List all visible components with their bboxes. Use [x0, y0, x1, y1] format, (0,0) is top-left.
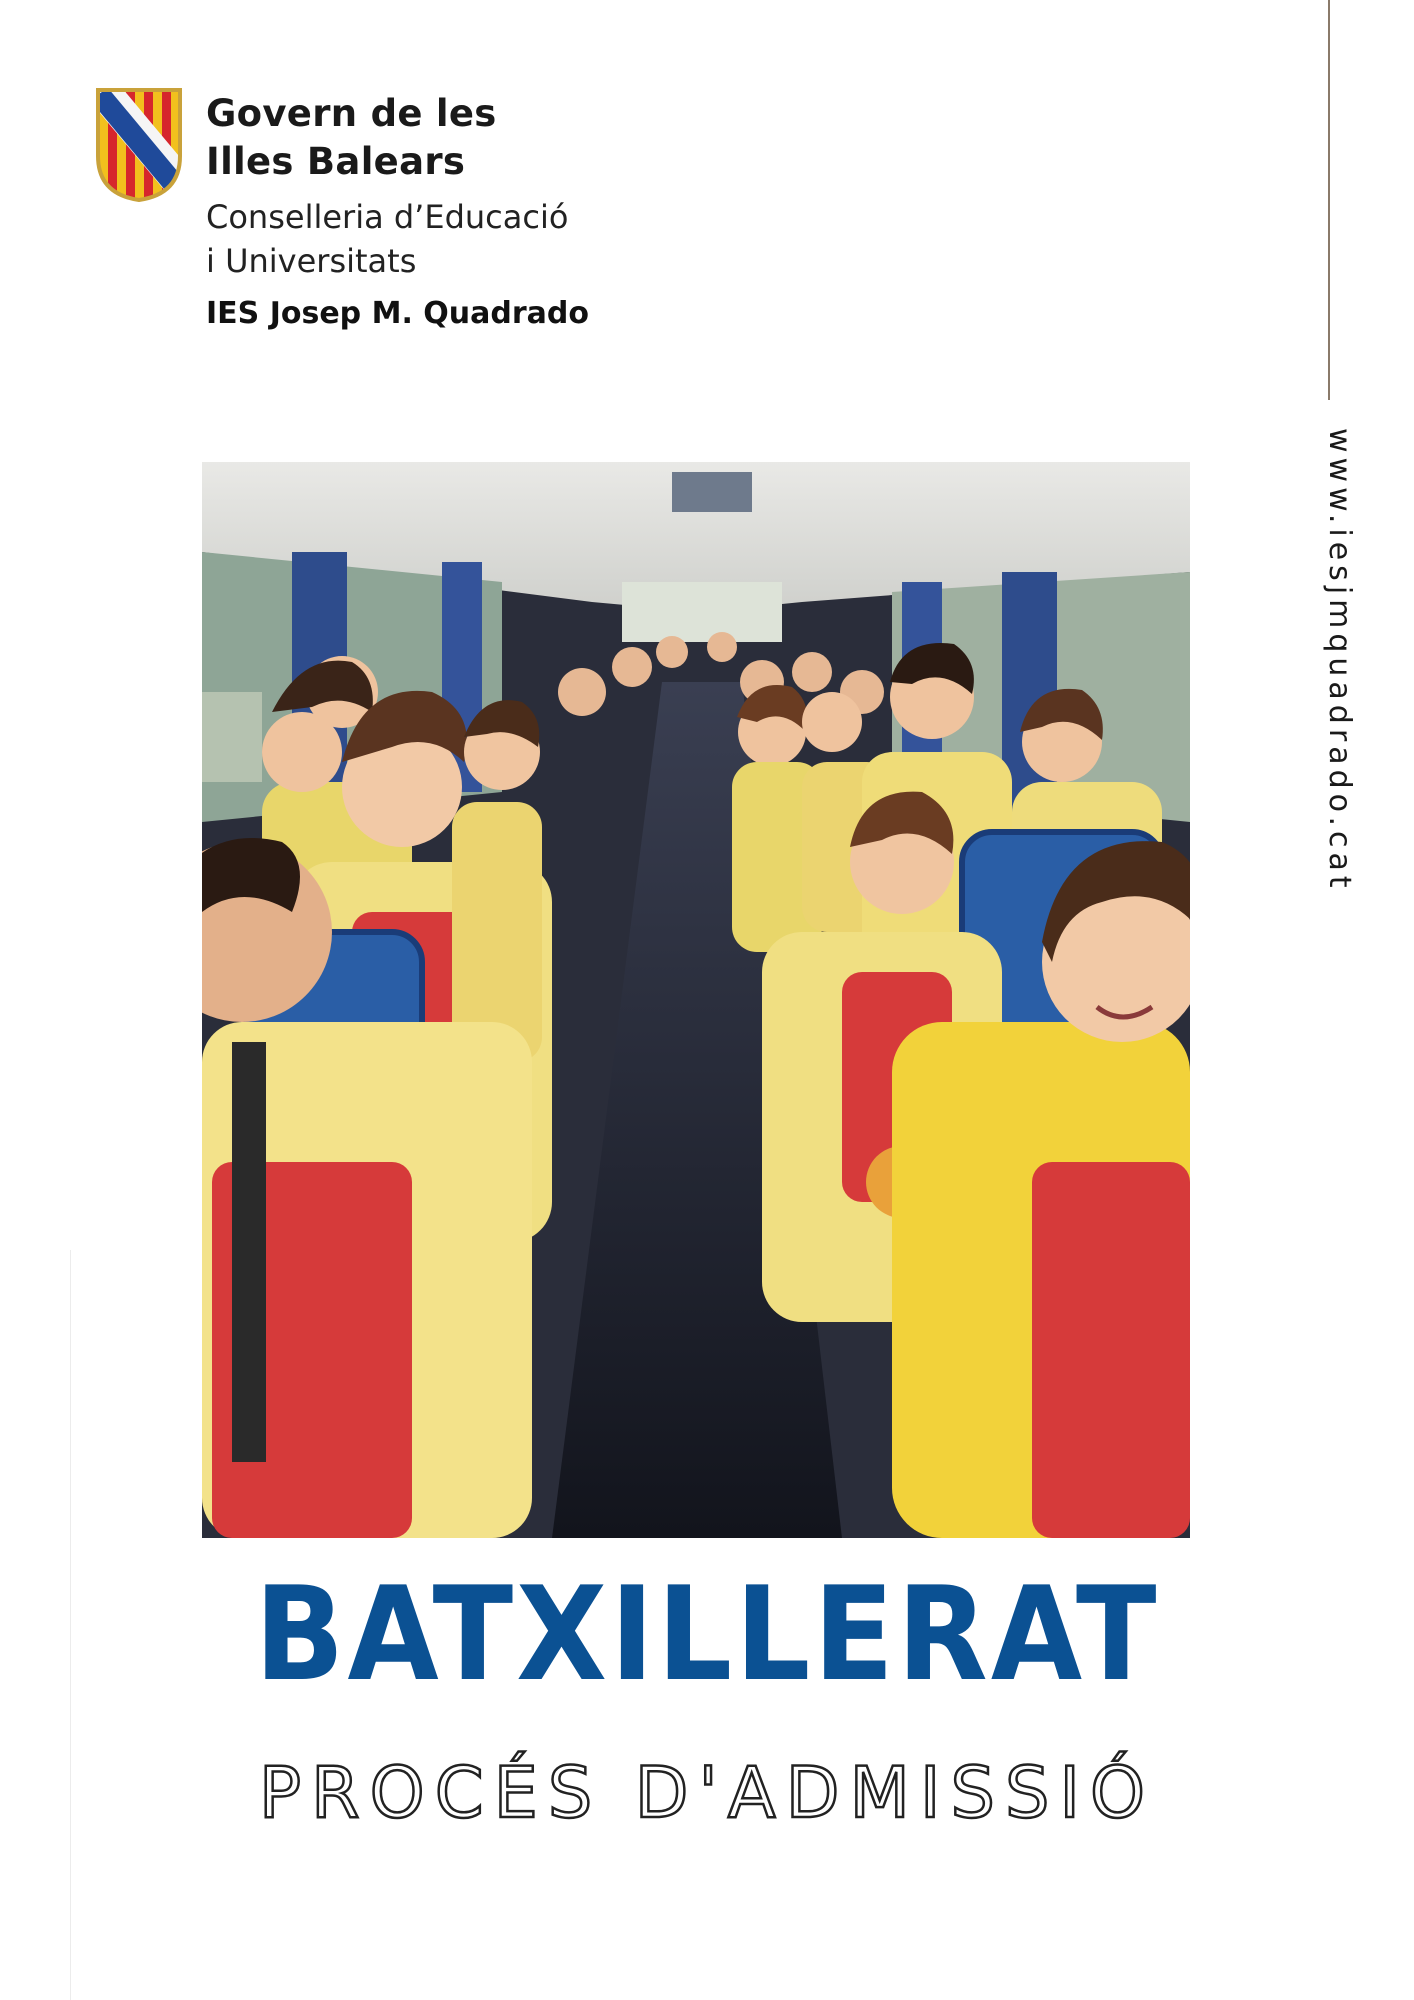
- website-url[interactable]: www.iesjmquadrado.cat: [1322, 428, 1357, 893]
- government-name-line1: Govern de les: [206, 92, 497, 135]
- page-title: BATXILLERAT: [254, 1558, 1160, 1710]
- government-name-line2: Illes Balears: [206, 140, 466, 183]
- balearic-shield-icon: [94, 86, 184, 204]
- school-name: IES Josep M. Quadrado: [206, 296, 589, 331]
- department-name-line1: Conselleria d’Educació: [206, 198, 569, 236]
- page-subtitle: PROCÉS D'ADMISSIÓ: [258, 1752, 1156, 1834]
- students-on-bus-photo: [202, 462, 1190, 1538]
- right-border-line: [1328, 0, 1330, 400]
- department-name-line2: i Universitats: [206, 242, 417, 280]
